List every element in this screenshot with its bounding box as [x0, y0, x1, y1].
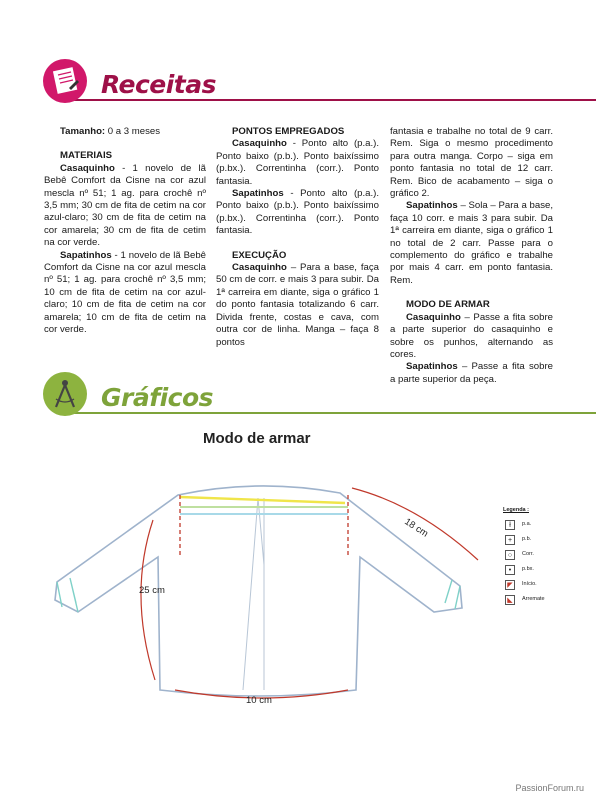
sapatinhos-text: – Passe a fita sobre a parte superior da peça. — [390, 361, 553, 385]
casaquinho-text: - Ponto alto (p.a.). Ponto baixo (p.b.). Ponto baixíssimo (p.bx.). Correntinha (corr.). Ponto fantasia. — [216, 138, 379, 187]
legend-label: Arremate — [522, 596, 545, 602]
tamanho-label: Tamanho: — [60, 126, 106, 137]
legend-symbol: ○ — [505, 550, 515, 560]
legend-item — [500, 579, 582, 591]
modo-heading: MODO DE ARMAR — [406, 299, 490, 311]
legend-item — [500, 549, 582, 561]
legend-item — [500, 594, 582, 606]
materiais-heading: MATERIAIS — [60, 150, 113, 162]
legend-item — [500, 534, 582, 546]
tamanho-value: 0 a 3 meses — [105, 126, 161, 137]
legend-label: p.a. — [522, 521, 532, 527]
tamanho-line — [44, 126, 206, 138]
pontos-sapatinhos — [216, 188, 379, 238]
legend — [500, 507, 582, 613]
column-2 — [216, 126, 379, 349]
casaquinho-text: - 1 novelo de lã Bebê Comfort da Cisne na cor azul mescla nº 51; 1 ag. para crochê nº 3,5 mm; 30 cm de fita de cetim na cor azul-claro; 30 cm de fita de cetim na cor amarela; 30 cm de fita de cetim na cor verde. — [44, 162, 206, 249]
diagram-title: Modo de armar — [203, 430, 311, 447]
legend-label: Início. — [522, 581, 537, 587]
column-1 — [44, 126, 206, 337]
legend-item — [500, 519, 582, 531]
compass-icon — [42, 371, 88, 417]
materiais-sapatinhos — [44, 250, 206, 337]
casaquinho-label: Casaquinho — [232, 138, 287, 150]
casaquinho-text: – Passe a fita sobre a parte superior do casaquinho e sobre os punhos, alternando as cores. — [390, 311, 553, 360]
measure-sleeve-label: 18 cm — [402, 516, 431, 540]
pontos-heading: PONTOS EMPREGADOS — [232, 126, 345, 137]
execucao-casaquinho — [216, 262, 379, 349]
legend-symbol: • — [505, 565, 515, 575]
sapatinhos-label: Sapatinhos — [60, 249, 112, 261]
modo-sapatinhos — [390, 361, 553, 386]
legend-symbol: + — [505, 535, 515, 545]
measure-hem-label: 10 cm — [246, 695, 272, 706]
measure-body-label: 25 cm — [139, 585, 165, 596]
casaquinho-label: Casaquinho — [406, 311, 461, 323]
legend-label: p.bx. — [522, 566, 534, 572]
legend-title: Legenda : — [503, 507, 529, 513]
column-3 — [390, 126, 553, 386]
legend-item — [500, 564, 582, 576]
sapatinhos-label: Sapatinhos — [406, 200, 458, 212]
sapatinhos-text: - 1 novelo de lã Bebê Comfort da Cisne na cor azul mescla nº 51; 1 ag. para crochê nº 3,5 mm; 10 cm de fita de cetim na cor azul-claro; 10 cm de fita de cetim na cor amarela; 10 cm de fita de cetim na cor verde. — [44, 249, 206, 336]
legend-symbol: ◤ — [505, 580, 515, 590]
cardigan-diagram — [0, 450, 500, 720]
receitas-title: Receitas — [101, 70, 217, 99]
footer-watermark: PassionForum.ru — [515, 783, 584, 793]
graficos-title: Gráficos — [101, 383, 214, 412]
body-measure-arc — [141, 520, 155, 680]
ribbon-yellow — [180, 497, 345, 503]
legend-symbol: ł — [505, 520, 515, 530]
continuation-text: fantasia e trabalhe no total de 9 carr. Rem. Siga o mesmo procedimento para outra manga. Corpo – siga em ponto fantasia no total de 12 carr. Rem. Bico de acabamento – siga o gráfico 2. — [390, 126, 553, 200]
sapatinhos-exec — [390, 200, 553, 287]
sapatinhos-label: Sapatinhos — [406, 361, 458, 373]
execucao-heading: EXECUÇÃO — [232, 249, 287, 261]
legend-label: p.b. — [522, 536, 532, 542]
receitas-header-rule — [60, 99, 596, 101]
exec-text: – Para a base, faça 50 cm de corr. e mais 3 para subir. Da 1ª carreira em diante, siga o gráfico 1 do ponto fantasia totalizando 6 carr. Divida frente, costas e cava, com outra cor de linha. Manga – faça 8 pontos — [216, 262, 379, 348]
sapatinhos-label: Sapatinhos — [232, 188, 284, 200]
sapatinhos-text: – Sola – Para a base, faça 10 corr. e mais 3 para subir. Da 1ª carreira em diante, siga o gráfico 1 no total de 2 carr. Passe para o complemento do gráfico e trabalhe por mais 4 carr. em ponto fantasia. Rem. — [390, 200, 553, 286]
cardigan-outline — [55, 486, 462, 696]
pontos-casaquinho — [216, 138, 379, 188]
sapatinhos-text: - Ponto alto (p.a.). Ponto baixo (p.b.). Ponto baixíssimo (p.bx.). Correntinha (corr.). Ponto fantasia. — [216, 188, 379, 237]
front-opening — [243, 498, 264, 690]
casaquinho-label: Casaquinho — [60, 162, 115, 174]
exec-label: Casaquinho — [232, 262, 287, 274]
materiais-casaquinho — [44, 163, 206, 250]
recipe-note-icon — [42, 58, 88, 104]
legend-symbol: ◣ — [505, 595, 515, 605]
modo-casaquinho — [390, 312, 553, 362]
graficos-header-rule — [60, 412, 596, 414]
legend-label: Corr. — [522, 551, 534, 557]
